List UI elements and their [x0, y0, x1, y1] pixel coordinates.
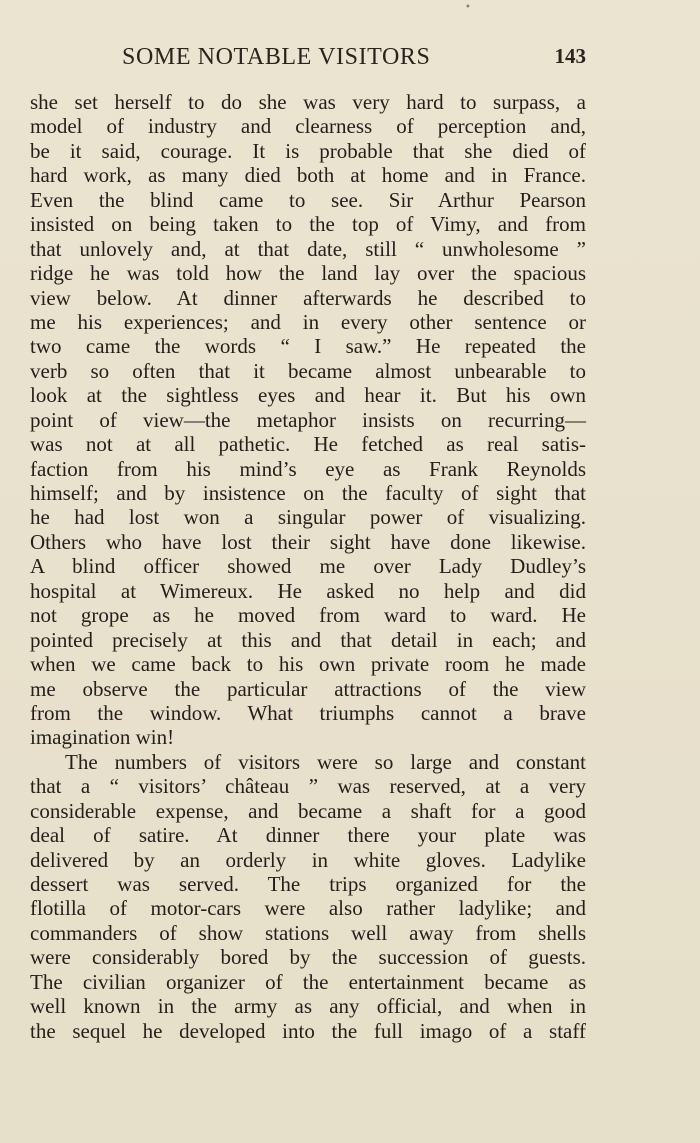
text-line: ridge he was told how the land lay over the spacious: [30, 261, 586, 286]
text-line: insisted on being taken to the top of Vimy, and from: [30, 212, 586, 237]
text-line: two came the words “ I saw.” He repeated the: [30, 334, 586, 359]
text-line: dessert was served. The trips organized for the: [30, 872, 586, 896]
text-line: model of industry and clearness of perception and,: [30, 114, 586, 139]
text-line: when we came back to his own private room he made: [30, 652, 586, 677]
text-line: be it said, courage. It is probable that she died of: [30, 138, 586, 163]
text-line: me observe the particular attractions of the view: [30, 676, 586, 701]
text-line: from the window. What triumphs cannot a brave: [30, 700, 586, 725]
text-line: delivered by an orderly in white gloves. Ladylike: [30, 847, 586, 872]
text-line: view below. At dinner afterwards he described to: [30, 285, 586, 310]
text-line: faction from his mind’s eye as Frank Reynolds: [30, 456, 586, 481]
text-line: pointed precisely at this and that detail in each; and: [30, 627, 586, 652]
text-line: hard work, as many died both at home and in France.: [30, 163, 586, 188]
text-line: was not at all pathetic. He fetched as real satis-: [30, 432, 586, 457]
text-line: point of view—the metaphor insists on recurring—: [30, 407, 586, 432]
text-line: look at the sightless eyes and hear it. But his own: [30, 383, 586, 408]
running-head: SOME NOTABLE VISITORS: [122, 44, 431, 70]
text-line: that a “ visitors’ château ” was reserved, at a very: [30, 774, 586, 799]
print-speck: •: [465, 2, 471, 13]
text-line: considerable expense, and became a shaft for a good: [30, 798, 586, 823]
text-line: not grope as he moved from ward to ward. He: [30, 603, 586, 628]
text-line: verb so often that it became almost unbearable to: [30, 358, 586, 383]
text-line: himself; and by insistence on the faculty of sight that: [30, 481, 586, 505]
paragraph-end-line: imagination win!: [30, 725, 175, 750]
text-line: he had lost won a singular power of visualizing.: [30, 505, 586, 530]
paragraph-start-line: The numbers of visitors were so large and constant: [65, 749, 586, 774]
text-line: hospital at Wimereux. He asked no help and did: [30, 578, 586, 603]
text-line: The civilian organizer of the entertainment became as: [30, 969, 586, 994]
page-number: 143: [554, 44, 586, 68]
text-line: Even the blind came to see. Sir Arthur Pearson: [30, 187, 586, 212]
text-line: me his experiences; and in every other sentence or: [30, 309, 586, 334]
text-line: Others who have lost their sight have done likewise.: [30, 529, 586, 554]
body-text: [30, 90, 586, 1043]
page-header: [30, 44, 586, 76]
text-line: flotilla of motor-cars were also rather ladylike; and: [30, 896, 586, 921]
text-line: that unlovely and, at that date, still “ unwholesome ”: [30, 236, 586, 261]
text-line: were considerably bored by the succession of guests.: [30, 945, 586, 970]
text-line: commanders of show stations well away from shells: [30, 920, 586, 945]
text-line: deal of satire. At dinner there your plate was: [30, 823, 586, 848]
text-line: well known in the army as any official, and when in: [30, 994, 586, 1019]
text-line: she set herself to do she was very hard to surpass, a: [30, 90, 586, 114]
text-line: A blind officer showed me over Lady Dudley’s: [30, 554, 586, 579]
text-line: the sequel he developed into the full imago of a staff: [30, 1018, 586, 1043]
